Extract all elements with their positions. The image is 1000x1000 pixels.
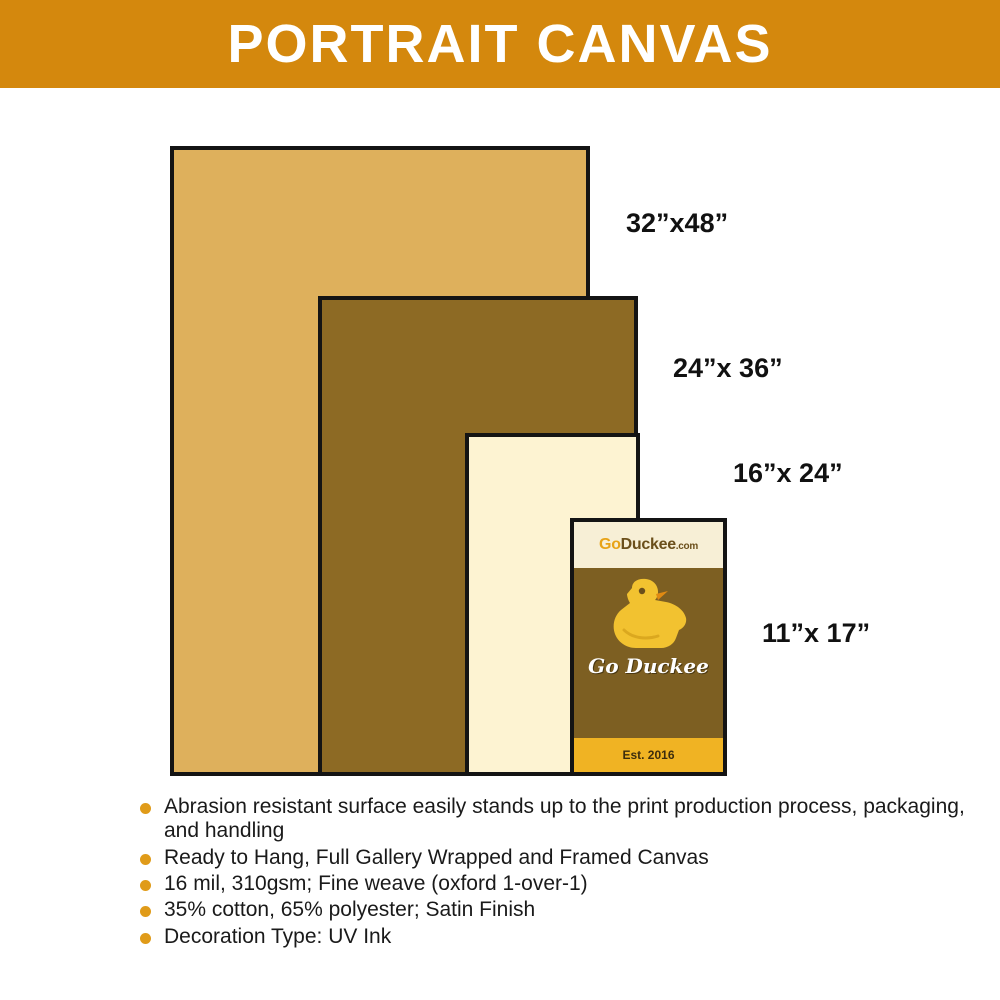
brand-go-text: Go bbox=[599, 536, 621, 553]
list-item bbox=[140, 846, 970, 870]
poster-footer-bar bbox=[574, 738, 723, 772]
list-item bbox=[140, 898, 970, 922]
bullet-icon bbox=[140, 803, 151, 814]
list-item bbox=[140, 872, 970, 896]
page-title: PORTRAIT CANVAS bbox=[227, 14, 773, 74]
canvas-swatch-11x17 bbox=[570, 518, 727, 776]
canvas-size-diagram bbox=[0, 88, 1000, 788]
feature-text: Ready to Hang, Full Gallery Wrapped and Framed Canvas bbox=[164, 845, 709, 869]
duck-icon bbox=[606, 578, 692, 652]
poster-main-art bbox=[574, 568, 723, 738]
feature-text: Decoration Type: UV Ink bbox=[164, 924, 392, 948]
poster-brand-bar bbox=[574, 522, 723, 568]
bullet-icon bbox=[140, 880, 151, 891]
bullet-icon bbox=[140, 906, 151, 917]
bullet-icon bbox=[140, 933, 151, 944]
list-item bbox=[140, 925, 970, 949]
brand-logo bbox=[599, 536, 698, 554]
established-text: Est. 2016 bbox=[622, 748, 675, 762]
size-label-24x36: 24”x 36” bbox=[673, 353, 783, 383]
brand-duckee-text: Duckee bbox=[620, 536, 676, 553]
size-label-11x17: 11”x 17” bbox=[762, 618, 871, 648]
feature-text: 16 mil, 310gsm; Fine weave (oxford 1-over-1) bbox=[164, 872, 588, 896]
feature-list bbox=[140, 795, 970, 951]
feature-text: Abrasion resistant surface easily stands up to the print production process, packaging, and handling bbox=[164, 795, 965, 843]
bullet-icon bbox=[140, 854, 151, 865]
size-label-16x24: 16”x 24” bbox=[733, 458, 843, 488]
feature-text: 35% cotton, 65% polyester; Satin Finish bbox=[164, 898, 536, 922]
header-banner bbox=[0, 0, 1000, 88]
list-item bbox=[140, 795, 970, 844]
size-label-32x48: 32”x48” bbox=[626, 208, 729, 238]
brand-com-text: .com bbox=[675, 541, 698, 552]
sample-poster-artwork bbox=[574, 522, 723, 772]
poster-script-text: Go Duckee bbox=[588, 654, 709, 678]
